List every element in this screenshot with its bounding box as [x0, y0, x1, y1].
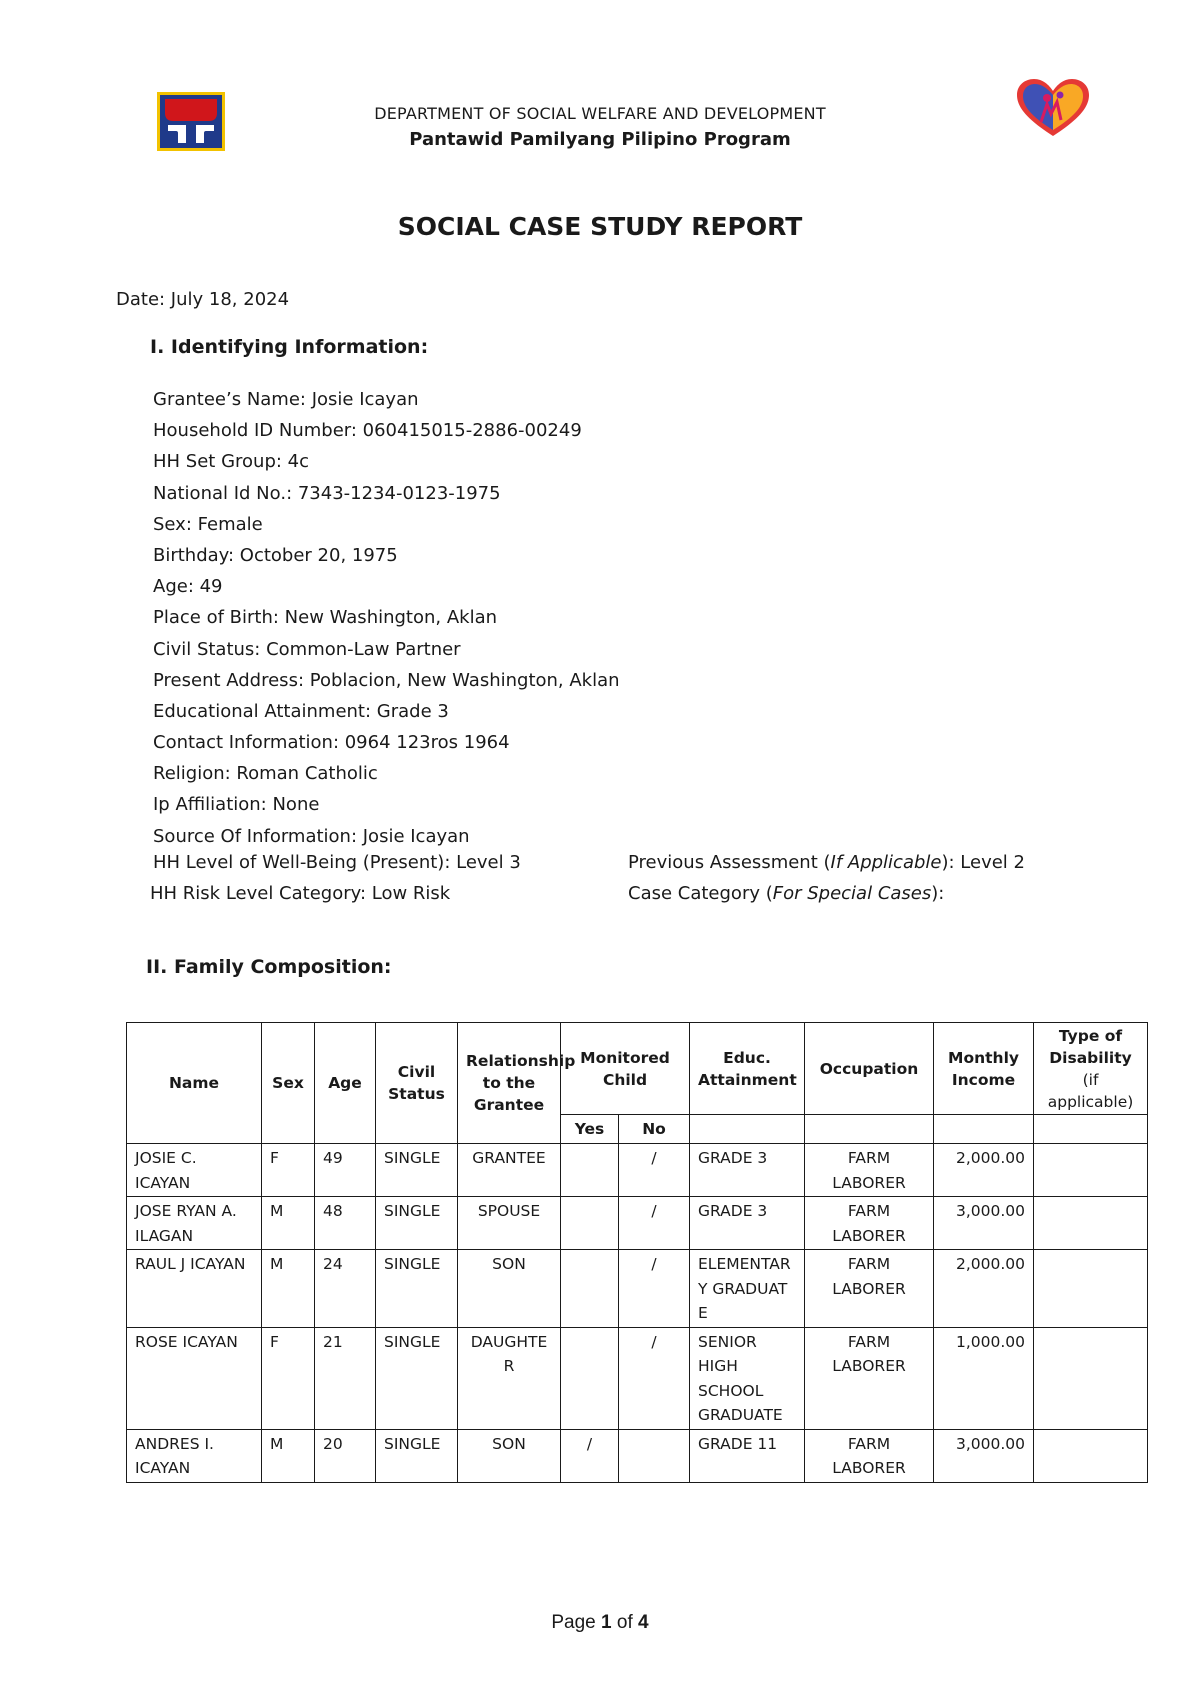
section-family-composition-heading: II. Family Composition: — [146, 956, 392, 978]
cell-monitored-yes — [561, 1144, 619, 1197]
field-ip-affiliation: Ip Affiliation: None — [153, 794, 320, 816]
cell-relationship: SPOUSE — [458, 1197, 561, 1250]
table-header-row — [127, 1023, 1148, 1115]
cell-name: ANDRES I. ICAYAN — [127, 1429, 262, 1482]
cell-relationship: SON — [458, 1429, 561, 1482]
report-date: Date: July 18, 2024 — [116, 289, 290, 310]
cell-occupation: FARM LABORER — [805, 1327, 934, 1429]
col-educ-attainment-header: Educ. Attainment — [690, 1023, 805, 1115]
field-previous-assessment: Previous Assessment (If Applicable): Level 2 — [628, 852, 1025, 873]
cell-occupation: FARM LABORER — [805, 1250, 934, 1328]
field-educational-attainment: Educational Attainment: Grade 3 — [153, 700, 449, 722]
pantawid-heart-logo — [1015, 78, 1091, 140]
table-row — [127, 1144, 1148, 1197]
cell-name: ROSE ICAYAN — [127, 1327, 262, 1429]
table-row — [127, 1197, 1148, 1250]
identifying-info-list — [153, 384, 620, 852]
cell-monitored-no: / — [619, 1327, 690, 1429]
cell-monitored-no — [619, 1429, 690, 1482]
cell-civil-status: SINGLE — [376, 1197, 458, 1250]
table-row — [127, 1327, 1148, 1429]
col-monitored-no-header: No — [619, 1115, 690, 1144]
cell-name: JOSIE C. ICAYAN — [127, 1144, 262, 1197]
cell-educ-attainment: GRADE 3 — [690, 1197, 805, 1250]
cell-monthly-income: 1,000.00 — [934, 1327, 1034, 1429]
cell-civil-status: SINGLE — [376, 1429, 458, 1482]
cell-age: 48 — [315, 1197, 376, 1250]
field-household-id: Household ID Number: 060415015-2886-00249 — [153, 420, 582, 442]
cell-occupation: FARM LABORER — [805, 1144, 934, 1197]
cell-monitored-no: / — [619, 1197, 690, 1250]
cell-sex: M — [262, 1250, 315, 1328]
cell-relationship: GRANTEE — [458, 1144, 561, 1197]
family-composition-table — [126, 1022, 1148, 1483]
cell-educ-attainment: GRADE 11 — [690, 1429, 805, 1482]
field-grantee-name: Grantee’s Name: Josie Icayan — [153, 389, 419, 410]
cell-name: JOSE RYAN A. ILAGAN — [127, 1197, 262, 1250]
col-relationship-header: Relationship to the Grantee — [458, 1023, 561, 1144]
field-birthday: Birthday: October 20, 1975 — [153, 544, 398, 566]
cell-monitored-no: / — [619, 1250, 690, 1328]
table-row — [127, 1250, 1148, 1328]
report-title: SOCIAL CASE STUDY REPORT — [397, 212, 803, 241]
cell-disability — [1034, 1429, 1148, 1482]
field-hh-set-group: HH Set Group: 4c — [153, 451, 310, 473]
field-civil-status: Civil Status: Common-Law Partner — [153, 638, 461, 660]
cell-sex: F — [262, 1327, 315, 1429]
cell-monitored-yes — [561, 1250, 619, 1328]
cell-age: 24 — [315, 1250, 376, 1328]
field-wellbeing-level: HH Level of Well-Being (Present): Level 3 — [153, 852, 521, 873]
col-income-spacer — [934, 1115, 1034, 1144]
cell-educ-attainment: SENIOR HIGH SCHOOL GRADUATE — [690, 1327, 805, 1429]
cell-occupation: FARM LABORER — [805, 1197, 934, 1250]
col-name-header: Name — [127, 1023, 262, 1144]
cell-relationship: DAUGHTER — [458, 1327, 561, 1429]
field-sex: Sex: Female — [153, 513, 263, 535]
field-place-of-birth: Place of Birth: New Washington, Aklan — [153, 607, 498, 629]
cell-monthly-income: 3,000.00 — [934, 1429, 1034, 1482]
cell-occupation: FARM LABORER — [805, 1429, 934, 1482]
department-name: DEPARTMENT OF SOCIAL WELFARE AND DEVELOPMENT — [374, 104, 826, 123]
field-risk-level: HH Risk Level Category: Low Risk — [150, 883, 451, 904]
col-civil-status-header: Civil Status — [376, 1023, 458, 1144]
cell-monthly-income: 2,000.00 — [934, 1250, 1034, 1328]
col-monthly-income-header: Monthly Income — [934, 1023, 1034, 1115]
cell-disability — [1034, 1250, 1148, 1328]
cell-educ-attainment: GRADE 3 — [690, 1144, 805, 1197]
field-religion: Religion: Roman Catholic — [153, 763, 378, 785]
cell-educ-attainment: ELEMENTARY GRADUATE — [690, 1250, 805, 1328]
cell-monitored-yes — [561, 1197, 619, 1250]
cell-sex: M — [262, 1197, 315, 1250]
section-identifying-info-heading: I. Identifying Information: — [150, 336, 429, 358]
program-name: Pantawid Pamilyang Pilipino Program — [409, 129, 791, 150]
col-disability-header: Type of Disability (if applicable) — [1034, 1023, 1148, 1115]
cell-monitored-yes — [561, 1327, 619, 1429]
field-case-category: Case Category (For Special Cases): — [628, 883, 945, 904]
col-disability-spacer — [1034, 1115, 1148, 1144]
cell-age: 49 — [315, 1144, 376, 1197]
cell-age: 21 — [315, 1327, 376, 1429]
cell-sex: M — [262, 1429, 315, 1482]
field-national-id: National Id No.: 7343-1234-0123-1975 — [153, 482, 501, 504]
cell-relationship: SON — [458, 1250, 561, 1328]
cell-monitored-yes: / — [561, 1429, 619, 1482]
dswd-logo — [156, 91, 226, 152]
field-present-address: Present Address: Poblacion, New Washington, Aklan — [153, 669, 620, 691]
field-source-of-information: Source Of Information: Josie Icayan — [153, 825, 470, 847]
cell-monthly-income: 3,000.00 — [934, 1197, 1034, 1250]
col-monitored-child-header: Monitored Child — [561, 1023, 690, 1115]
col-occupation-header: Occupation — [805, 1023, 934, 1115]
col-age-header: Age — [315, 1023, 376, 1144]
cell-civil-status: SINGLE — [376, 1327, 458, 1429]
col-sex-header: Sex — [262, 1023, 315, 1144]
cell-monthly-income: 2,000.00 — [934, 1144, 1034, 1197]
cell-disability — [1034, 1197, 1148, 1250]
cell-disability — [1034, 1327, 1148, 1429]
table-row — [127, 1429, 1148, 1482]
col-educ-spacer — [690, 1115, 805, 1144]
cell-name: RAUL J ICAYAN — [127, 1250, 262, 1328]
col-monitored-yes-header: Yes — [561, 1115, 619, 1144]
cell-civil-status: SINGLE — [376, 1144, 458, 1197]
cell-civil-status: SINGLE — [376, 1250, 458, 1328]
cell-monitored-no: / — [619, 1144, 690, 1197]
cell-disability — [1034, 1144, 1148, 1197]
cell-age: 20 — [315, 1429, 376, 1482]
col-occupation-spacer — [805, 1115, 934, 1144]
page-number: Page 1 of 4 — [551, 1612, 649, 1633]
cell-sex: F — [262, 1144, 315, 1197]
field-contact-information: Contact Information: 0964 123ros 1964 — [153, 732, 510, 754]
field-age: Age: 49 — [153, 576, 223, 598]
